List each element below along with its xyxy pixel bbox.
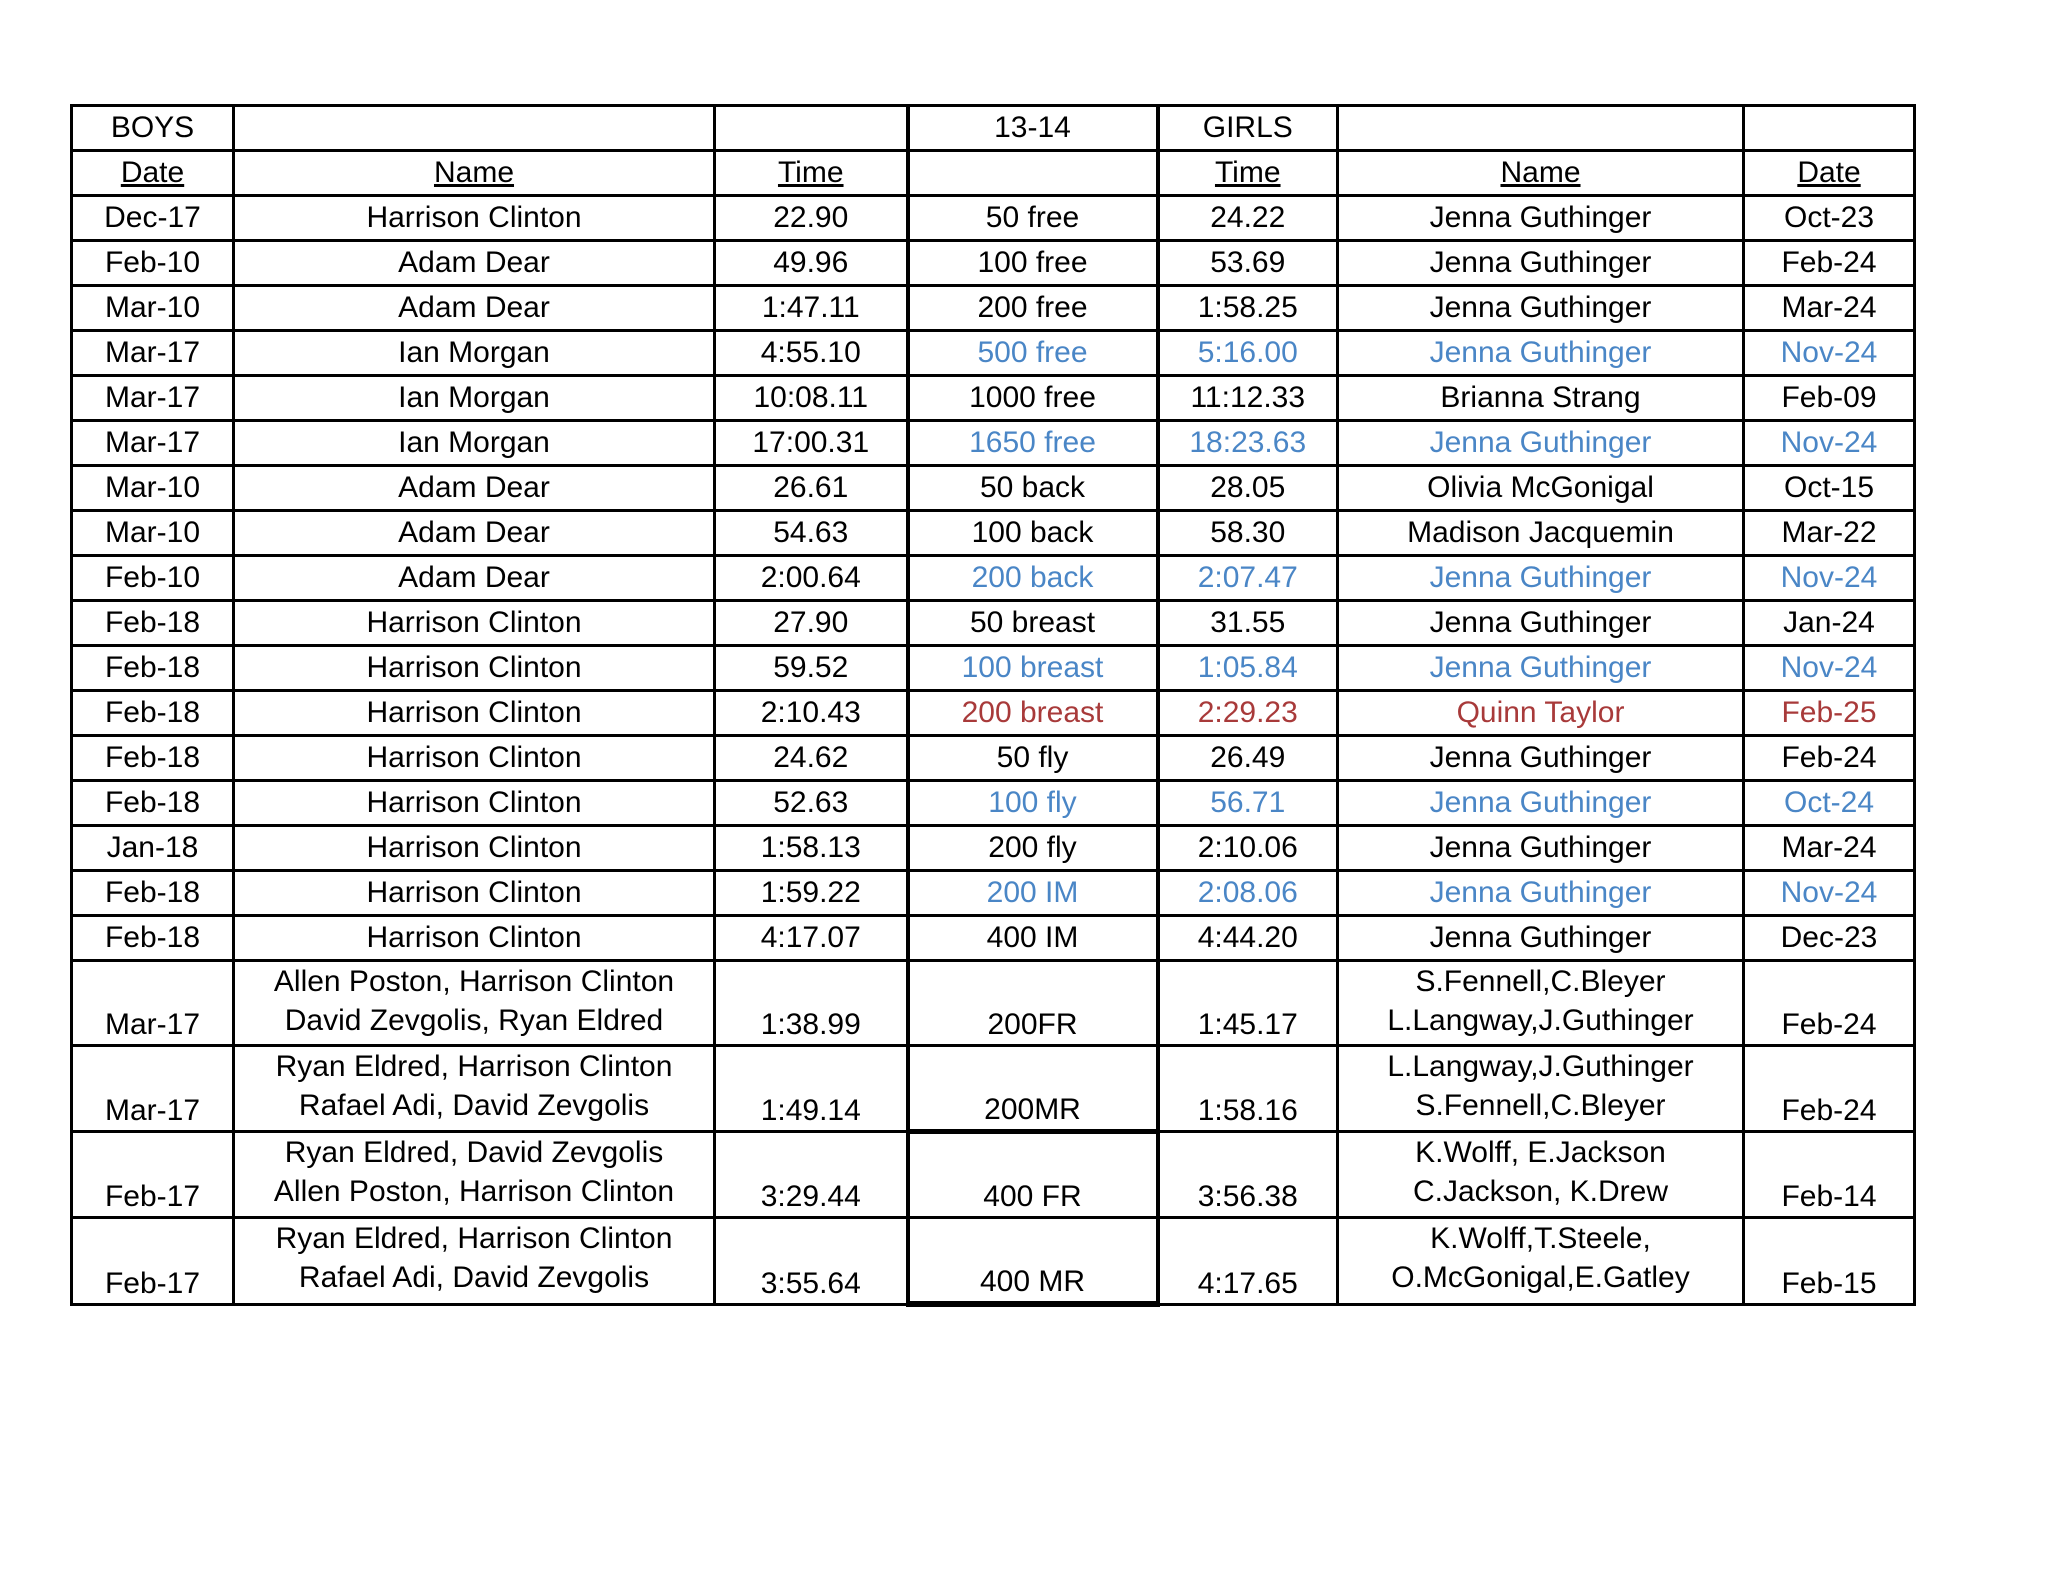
girls-name-cell: Jenna Guthinger: [1338, 916, 1744, 961]
girls-date-cell: Nov-24: [1744, 871, 1915, 916]
girls-time-cell: 5:16.00: [1158, 331, 1338, 376]
girls-time-cell: 28.05: [1158, 466, 1338, 511]
relay-row: [72, 1132, 1915, 1218]
event-cell: 50 back: [908, 466, 1158, 511]
event-cell: 100 free: [908, 241, 1158, 286]
girls-date-cell: Oct-23: [1744, 196, 1915, 241]
boys-name-cell: Adam Dear: [234, 511, 715, 556]
boys-time-cell: 49.96: [715, 241, 908, 286]
header-row: [72, 106, 1915, 151]
boys-name-cell: Adam Dear: [234, 286, 715, 331]
relay-boys-names-cell: [234, 1218, 715, 1305]
boys-time-cell: 2:00.64: [715, 556, 908, 601]
boys-name-cell: Harrison Clinton: [234, 871, 715, 916]
boys-date-cell: Feb-10: [72, 556, 234, 601]
relay-girls-time-cell: 3:56.38: [1158, 1132, 1338, 1218]
girls-time-cell: 2:07.47: [1158, 556, 1338, 601]
table-row: [72, 781, 1915, 826]
girls-date-cell: Oct-15: [1744, 466, 1915, 511]
relay-boys-names-cell: [234, 1132, 715, 1218]
event-cell: 200 breast: [908, 691, 1158, 736]
table-row: [72, 916, 1915, 961]
relay-girls-names-cell: [1338, 1132, 1744, 1218]
girls-time-cell: 58.30: [1158, 511, 1338, 556]
table-row: [72, 331, 1915, 376]
relay-boys-time-cell: 1:49.14: [715, 1046, 908, 1132]
girls-date-cell: Feb-24: [1744, 241, 1915, 286]
table-row: [72, 466, 1915, 511]
relay-swimmers-line: Ryan Eldred, Harrison Clinton: [275, 1222, 673, 1255]
relay-swimmers-line: O.McGonigal,E.Gatley: [1391, 1261, 1690, 1294]
girls-time-cell: 56.71: [1158, 781, 1338, 826]
boys-time-cell: 17:00.31: [715, 421, 908, 466]
girls-time-cell: 2:10.06: [1158, 826, 1338, 871]
girls-name-cell: Jenna Guthinger: [1338, 601, 1744, 646]
boys-name-cell: Harrison Clinton: [234, 916, 715, 961]
relay-event-cell: 400 MR: [908, 1218, 1158, 1305]
relay-swimmers-line: Rafael Adi, David Zevgolis: [298, 1261, 650, 1294]
relay-boys-time-cell: 3:55.64: [715, 1218, 908, 1305]
boys-date-cell: Feb-18: [72, 646, 234, 691]
girls-time-cell: 1:05.84: [1158, 646, 1338, 691]
girls-time-cell: 31.55: [1158, 601, 1338, 646]
event-cell: 400 IM: [908, 916, 1158, 961]
boys-date-cell: Feb-18: [72, 916, 234, 961]
girls-date-cell: Feb-09: [1744, 376, 1915, 421]
boys-time-cell: 4:17.07: [715, 916, 908, 961]
age-group-header: 13-14: [908, 106, 1158, 151]
girls-date-cell: Jan-24: [1744, 601, 1915, 646]
girls-date-cell: Mar-24: [1744, 826, 1915, 871]
girls-name-cell: Jenna Guthinger: [1338, 871, 1744, 916]
relay-swimmers-line: K.Wolff, E.Jackson: [1415, 1136, 1666, 1169]
boys-date-cell: Mar-10: [72, 286, 234, 331]
girls-time-cell: 24.22: [1158, 196, 1338, 241]
girls-name-cell: Jenna Guthinger: [1338, 781, 1744, 826]
relay-event-cell: 400 FR: [908, 1132, 1158, 1218]
relay-event-cell: 200FR: [908, 961, 1158, 1046]
table-row: [72, 421, 1915, 466]
boys-name-cell: Adam Dear: [234, 556, 715, 601]
relay-event-cell: 200MR: [908, 1046, 1158, 1132]
relay-girls-date-cell: Feb-15: [1744, 1218, 1915, 1305]
boys-name-cell: Harrison Clinton: [234, 826, 715, 871]
boys-time-cell: 4:55.10: [715, 331, 908, 376]
girls-time-cell: 11:12.33: [1158, 376, 1338, 421]
boys-date-cell: Mar-17: [72, 331, 234, 376]
boys-name-cell: Harrison Clinton: [234, 196, 715, 241]
boys-time-cell: 24.62: [715, 736, 908, 781]
column-header-row: [72, 151, 1915, 196]
relay-girls-date-cell: Feb-24: [1744, 1046, 1915, 1132]
girls-name-cell: Quinn Taylor: [1338, 691, 1744, 736]
empty-header-cell: [1744, 106, 1915, 151]
relay-swimmers-line: Ryan Eldred, Harrison Clinton: [275, 1050, 673, 1083]
records-table: [70, 104, 1916, 1307]
girls-time-cell: 53.69: [1158, 241, 1338, 286]
relay-girls-names-cell: [1338, 1046, 1744, 1132]
boys-name-cell: Harrison Clinton: [234, 781, 715, 826]
relay-boys-date-cell: Feb-17: [72, 1132, 234, 1218]
boys-name-cell: Harrison Clinton: [234, 646, 715, 691]
event-cell: 100 breast: [908, 646, 1158, 691]
boys-name-cell: Harrison Clinton: [234, 691, 715, 736]
relay-boys-time-cell: 3:29.44: [715, 1132, 908, 1218]
boys-name-cell: Harrison Clinton: [234, 736, 715, 781]
girls-date-cell: Feb-25: [1744, 691, 1915, 736]
relay-boys-time-cell: 1:38.99: [715, 961, 908, 1046]
girls-time-cell: 2:29.23: [1158, 691, 1338, 736]
boys-time-cell: 27.90: [715, 601, 908, 646]
event-cell: 200 fly: [908, 826, 1158, 871]
relay-swimmers-line: C.Jackson, K.Drew: [1412, 1175, 1669, 1208]
boys-date-cell: Mar-10: [72, 466, 234, 511]
event-cell: 100 fly: [908, 781, 1158, 826]
girls-time-cell: 18:23.63: [1158, 421, 1338, 466]
event-header: [908, 151, 1158, 196]
table-row: [72, 871, 1915, 916]
relay-swimmers-line: S.Fennell,C.Bleyer: [1415, 965, 1666, 998]
event-cell: 50 free: [908, 196, 1158, 241]
relay-swimmers-line: S.Fennell,C.Bleyer: [1415, 1089, 1666, 1122]
girls-time-header: Time: [1158, 151, 1338, 196]
boys-name-cell: Ian Morgan: [234, 421, 715, 466]
table-row: [72, 736, 1915, 781]
boys-time-cell: 1:47.11: [715, 286, 908, 331]
event-cell: 50 breast: [908, 601, 1158, 646]
relay-swimmers-line: L.Langway,J.Guthinger: [1387, 1050, 1694, 1083]
girls-date-cell: Oct-24: [1744, 781, 1915, 826]
empty-header-cell: [1338, 106, 1744, 151]
girls-name-cell: Brianna Strang: [1338, 376, 1744, 421]
relay-boys-date-cell: Mar-17: [72, 1046, 234, 1132]
girls-date-cell: Mar-22: [1744, 511, 1915, 556]
boys-time-cell: 52.63: [715, 781, 908, 826]
boys-time-cell: 22.90: [715, 196, 908, 241]
boys-name-cell: Harrison Clinton: [234, 601, 715, 646]
relay-girls-time-cell: 1:58.16: [1158, 1046, 1338, 1132]
girls-date-header: Date: [1744, 151, 1915, 196]
girls-name-cell: Jenna Guthinger: [1338, 646, 1744, 691]
empty-header-cell: [715, 106, 908, 151]
boys-time-cell: 26.61: [715, 466, 908, 511]
relay-boys-names-cell: [234, 1046, 715, 1132]
relay-boys-names-cell: [234, 961, 715, 1046]
girls-time-cell: 26.49: [1158, 736, 1338, 781]
boys-header: BOYS: [72, 106, 234, 151]
empty-header-cell: [234, 106, 715, 151]
event-cell: 50 fly: [908, 736, 1158, 781]
relay-row: [72, 1218, 1915, 1305]
boys-date-cell: Feb-18: [72, 781, 234, 826]
relay-row: [72, 1046, 1915, 1132]
relay-boys-date-cell: Feb-17: [72, 1218, 234, 1305]
boys-name-cell: Adam Dear: [234, 241, 715, 286]
girls-name-cell: Jenna Guthinger: [1338, 331, 1744, 376]
boys-date-cell: Feb-18: [72, 691, 234, 736]
relay-swimmers-line: L.Langway,J.Guthinger: [1387, 1004, 1694, 1037]
event-cell: 1000 free: [908, 376, 1158, 421]
girls-name-cell: Jenna Guthinger: [1338, 241, 1744, 286]
table-row: [72, 286, 1915, 331]
relay-girls-names-cell: [1338, 961, 1744, 1046]
girls-header: GIRLS: [1158, 106, 1338, 151]
relay-swimmers-line: Ryan Eldred, David Zevgolis: [284, 1136, 664, 1169]
girls-name-cell: Jenna Guthinger: [1338, 826, 1744, 871]
girls-name-cell: Jenna Guthinger: [1338, 421, 1744, 466]
girls-date-cell: Nov-24: [1744, 646, 1915, 691]
boys-name-cell: Ian Morgan: [234, 376, 715, 421]
table-row: [72, 196, 1915, 241]
girls-time-cell: 1:58.25: [1158, 286, 1338, 331]
relay-swimmers-line: Allen Poston, Harrison Clinton: [273, 965, 675, 998]
relay-girls-date-cell: Feb-24: [1744, 961, 1915, 1046]
event-cell: 1650 free: [908, 421, 1158, 466]
girls-name-cell: Madison Jacquemin: [1338, 511, 1744, 556]
boys-date-cell: Feb-18: [72, 601, 234, 646]
boys-date-cell: Feb-18: [72, 736, 234, 781]
girls-date-cell: Nov-24: [1744, 556, 1915, 601]
boys-time-cell: 1:58.13: [715, 826, 908, 871]
boys-time-cell: 10:08.11: [715, 376, 908, 421]
relay-swimmers-line: David Zevgolis, Ryan Eldred: [284, 1004, 664, 1037]
table-row: [72, 826, 1915, 871]
relay-girls-date-cell: Feb-14: [1744, 1132, 1915, 1218]
girls-date-cell: Feb-24: [1744, 736, 1915, 781]
boys-date-cell: Feb-10: [72, 241, 234, 286]
girls-time-cell: 2:08.06: [1158, 871, 1338, 916]
girls-date-cell: Mar-24: [1744, 286, 1915, 331]
table-row: [72, 556, 1915, 601]
table-row: [72, 691, 1915, 736]
boys-date-header: Date: [72, 151, 234, 196]
boys-time-cell: 2:10.43: [715, 691, 908, 736]
girls-date-cell: Nov-24: [1744, 421, 1915, 466]
girls-name-cell: Jenna Guthinger: [1338, 736, 1744, 781]
event-cell: 200 free: [908, 286, 1158, 331]
girls-name-cell: Jenna Guthinger: [1338, 286, 1744, 331]
boys-time-header: Time: [715, 151, 908, 196]
relay-girls-time-cell: 1:45.17: [1158, 961, 1338, 1046]
boys-name-header: Name: [234, 151, 715, 196]
boys-date-cell: Jan-18: [72, 826, 234, 871]
boys-date-cell: Mar-17: [72, 421, 234, 466]
table-row: [72, 601, 1915, 646]
boys-date-cell: Feb-18: [72, 871, 234, 916]
boys-date-cell: Mar-10: [72, 511, 234, 556]
event-cell: 200 IM: [908, 871, 1158, 916]
girls-date-cell: Dec-23: [1744, 916, 1915, 961]
relay-swimmers-line: Allen Poston, Harrison Clinton: [273, 1175, 675, 1208]
event-cell: 200 back: [908, 556, 1158, 601]
boys-time-cell: 54.63: [715, 511, 908, 556]
event-cell: 500 free: [908, 331, 1158, 376]
girls-name-header: Name: [1338, 151, 1744, 196]
girls-name-cell: Olivia McGonigal: [1338, 466, 1744, 511]
girls-time-cell: 4:44.20: [1158, 916, 1338, 961]
event-cell: 100 back: [908, 511, 1158, 556]
girls-date-cell: Nov-24: [1744, 331, 1915, 376]
relay-row: [72, 961, 1915, 1046]
relay-swimmers-line: K.Wolff,T.Steele,: [1430, 1222, 1651, 1255]
table-row: [72, 511, 1915, 556]
table-row: [72, 241, 1915, 286]
boys-name-cell: Adam Dear: [234, 466, 715, 511]
boys-date-cell: Dec-17: [72, 196, 234, 241]
table-row: [72, 376, 1915, 421]
boys-time-cell: 1:59.22: [715, 871, 908, 916]
boys-date-cell: Mar-17: [72, 376, 234, 421]
relay-boys-date-cell: Mar-17: [72, 961, 234, 1046]
girls-name-cell: Jenna Guthinger: [1338, 196, 1744, 241]
relay-girls-names-cell: [1338, 1218, 1744, 1305]
table-row: [72, 646, 1915, 691]
girls-name-cell: Jenna Guthinger: [1338, 556, 1744, 601]
relay-swimmers-line: Rafael Adi, David Zevgolis: [298, 1089, 650, 1122]
boys-time-cell: 59.52: [715, 646, 908, 691]
relay-girls-time-cell: 4:17.65: [1158, 1218, 1338, 1305]
boys-name-cell: Ian Morgan: [234, 331, 715, 376]
